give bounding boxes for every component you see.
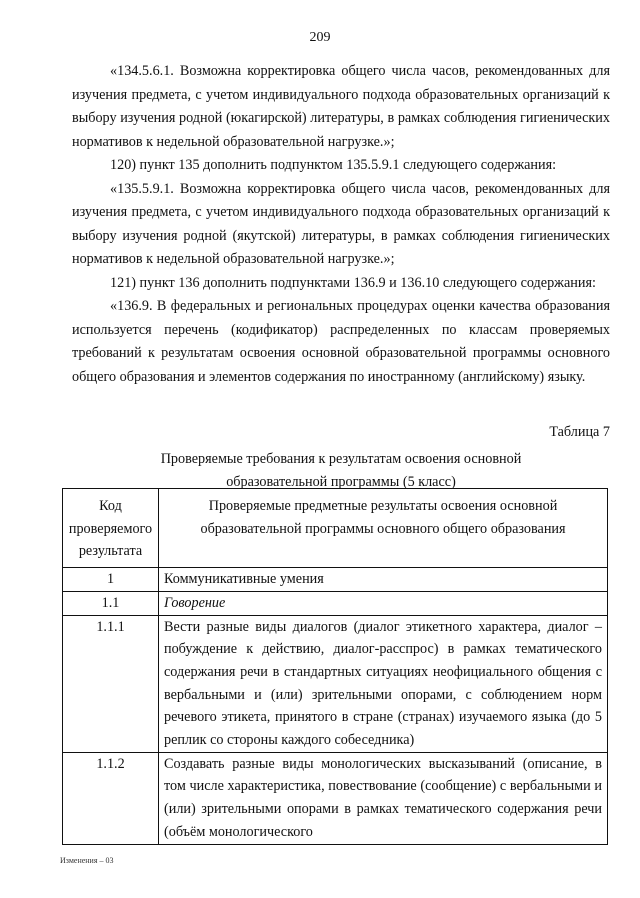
row-code: 1.1 bbox=[63, 591, 159, 615]
row-code: 1 bbox=[63, 568, 159, 592]
requirements-table bbox=[62, 488, 608, 845]
table-title-line: образовательной программы (5 класс) bbox=[226, 474, 456, 490]
row-code: 1.1.2 bbox=[63, 752, 159, 844]
header-code: Код проверяемого результата bbox=[63, 489, 159, 568]
paragraph: 120) пункт 135 дополнить подпунктом 135.5.9.1 следующего содержания: bbox=[110, 157, 557, 173]
row-code: 1.1.1 bbox=[63, 615, 159, 752]
row-text: Коммуникативные умения bbox=[159, 568, 608, 592]
paragraph: «136.9. В федеральных и региональных процедурах оценки качества образования используется перечень (кодификатор) распределенных по классам проверяемых требований к результатам освоения основной образовательной программы основного общего образования и элементов содержания по иностранному (английскому) языку. bbox=[72, 298, 610, 385]
header-description: Проверяемые предметные результаты освоения основной образовательной программы основного общего образования bbox=[159, 489, 608, 568]
table-row bbox=[63, 752, 608, 844]
paragraph: «135.5.9.1. Возможна корректировка общего числа часов, рекомендованных для изучения предмета, с учетом индивидуального подхода образовательных организаций к выбору изучения родной (якутской) литературы, в рамках соблюдения гигиенических нормативов к недельной образовательной нагрузке.»; bbox=[72, 180, 610, 267]
body-text bbox=[72, 60, 610, 389]
page-number: 209 bbox=[309, 30, 331, 45]
table-header-row bbox=[63, 489, 608, 568]
row-text: Вести разные виды диалогов (диалог этикетного характера, диалог – побуждение к действию, диалог-расспрос) в рамках тематического содержания речи в стандартных ситуациях неофициального общения с вербальными и (или) зрительными опорами, с соблюдением норм речевого этикета, принятого в стране (странах) изучаемого языка (до 5 реплик со стороны каждого собеседника) bbox=[159, 615, 608, 752]
table-row bbox=[63, 615, 608, 752]
paragraph: 121) пункт 136 дополнить подпунктами 136.9 и 136.10 следующего содержания: bbox=[110, 274, 596, 291]
table-row bbox=[63, 591, 608, 615]
table-label: Таблица 7 bbox=[549, 424, 610, 440]
row-text: Говорение bbox=[159, 591, 608, 615]
footer-note: Изменения – 03 bbox=[60, 856, 114, 865]
paragraph: «134.5.6.1. Возможна корректировка общего числа часов, рекомендованных для изучения предмета, с учетом индивидуального подхода образовательных организаций к выбору изучения родной (юкагирской) литературы, в рамках соблюдения гигиенических нормативов к недельной образовательной нагрузке.»; bbox=[72, 63, 610, 150]
table-row bbox=[63, 568, 608, 592]
table-title-line: Проверяемые требования к результатам освоения основной bbox=[160, 451, 522, 467]
row-text: Создавать разные виды монологических высказываний (описание, в том числе характеристика, повествование (сообщение) с вербальными и (или) зрительными опорами в рамках тематического содержания речи (объём монологического bbox=[159, 752, 608, 844]
